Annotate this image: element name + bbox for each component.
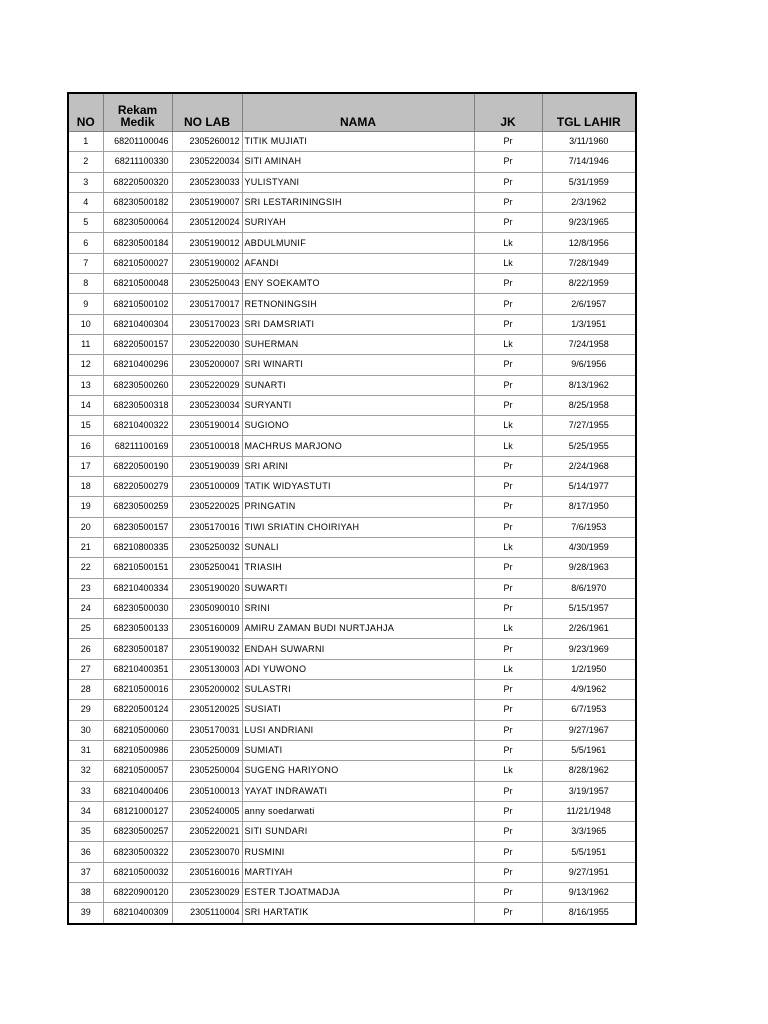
cell-rekam-medik: 68230500260 <box>103 375 172 395</box>
cell-rekam-medik: 68230500030 <box>103 598 172 618</box>
cell-no: 29 <box>68 700 103 720</box>
table-row <box>68 882 636 902</box>
cell-jk: Pr <box>474 375 542 395</box>
cell-nama: SRI LESTARININGSIH <box>242 192 474 212</box>
cell-jk: Pr <box>474 680 542 700</box>
cell-rekam-medik: 68210400309 <box>103 903 172 924</box>
cell-tgl-lahir: 8/6/1970 <box>542 578 636 598</box>
cell-rekam-medik: 68210400334 <box>103 578 172 598</box>
table-row <box>68 416 636 436</box>
cell-no-lab: 2305220034 <box>172 152 242 172</box>
cell-no: 26 <box>68 639 103 659</box>
cell-no-lab: 2305130003 <box>172 659 242 679</box>
cell-nama: ENDAH SUWARNI <box>242 639 474 659</box>
cell-rekam-medik: 68220500320 <box>103 172 172 192</box>
table-row <box>68 903 636 924</box>
cell-tgl-lahir: 5/5/1961 <box>542 740 636 760</box>
table-row <box>68 761 636 781</box>
cell-tgl-lahir: 11/21/1948 <box>542 801 636 821</box>
cell-tgl-lahir: 7/27/1955 <box>542 416 636 436</box>
cell-no-lab: 2305200007 <box>172 355 242 375</box>
cell-tgl-lahir: 7/24/1958 <box>542 334 636 354</box>
cell-tgl-lahir: 9/28/1963 <box>542 558 636 578</box>
cell-no-lab: 2305190012 <box>172 233 242 253</box>
cell-tgl-lahir: 9/27/1951 <box>542 862 636 882</box>
cell-no: 24 <box>68 598 103 618</box>
cell-rekam-medik: 68230500187 <box>103 639 172 659</box>
cell-nama: SULASTRI <box>242 680 474 700</box>
cell-nama: SRINI <box>242 598 474 618</box>
cell-tgl-lahir: 5/31/1959 <box>542 172 636 192</box>
cell-nama: YAYAT INDRAWATI <box>242 781 474 801</box>
cell-jk: Pr <box>474 274 542 294</box>
cell-tgl-lahir: 1/2/1950 <box>542 659 636 679</box>
cell-nama: LUSI ANDRIANI <box>242 720 474 740</box>
cell-jk: Lk <box>474 233 542 253</box>
header-tgl-lahir: TGL LAHIR <box>542 93 636 132</box>
cell-no-lab: 2305170023 <box>172 314 242 334</box>
table-row <box>68 497 636 517</box>
cell-rekam-medik: 68220500157 <box>103 334 172 354</box>
cell-rekam-medik: 68210500102 <box>103 294 172 314</box>
table-row <box>68 274 636 294</box>
cell-tgl-lahir: 4/30/1959 <box>542 537 636 557</box>
cell-tgl-lahir: 1/3/1951 <box>542 314 636 334</box>
cell-no-lab: 2305100013 <box>172 781 242 801</box>
cell-jk: Pr <box>474 192 542 212</box>
cell-nama: SURYANTI <box>242 395 474 415</box>
cell-no-lab: 2305230029 <box>172 882 242 902</box>
cell-no: 6 <box>68 233 103 253</box>
cell-no: 20 <box>68 517 103 537</box>
table-row <box>68 517 636 537</box>
cell-jk: Pr <box>474 903 542 924</box>
cell-nama: SUWARTI <box>242 578 474 598</box>
cell-tgl-lahir: 9/13/1962 <box>542 882 636 902</box>
table-row <box>68 639 636 659</box>
header-rekam-medik-label: Rekam Medik <box>117 103 158 129</box>
cell-tgl-lahir: 2/3/1962 <box>542 192 636 212</box>
cell-no: 23 <box>68 578 103 598</box>
table-row <box>68 842 636 862</box>
cell-rekam-medik: 68220500124 <box>103 700 172 720</box>
cell-jk: Pr <box>474 781 542 801</box>
table-row <box>68 537 636 557</box>
cell-tgl-lahir: 5/25/1955 <box>542 436 636 456</box>
cell-jk: Lk <box>474 659 542 679</box>
cell-nama: TIWI SRIATIN CHOIRIYAH <box>242 517 474 537</box>
cell-jk: Lk <box>474 761 542 781</box>
table-row <box>68 233 636 253</box>
cell-rekam-medik: 68210400406 <box>103 781 172 801</box>
cell-no-lab: 2305230034 <box>172 395 242 415</box>
table-row <box>68 294 636 314</box>
patient-table <box>67 92 637 925</box>
cell-rekam-medik: 68211100330 <box>103 152 172 172</box>
cell-no: 35 <box>68 822 103 842</box>
table-row <box>68 395 636 415</box>
cell-no: 10 <box>68 314 103 334</box>
cell-no-lab: 2305250041 <box>172 558 242 578</box>
cell-nama: SRI ARINI <box>242 456 474 476</box>
table-row <box>68 558 636 578</box>
cell-rekam-medik: 68220500190 <box>103 456 172 476</box>
cell-jk: Pr <box>474 517 542 537</box>
cell-tgl-lahir: 6/7/1953 <box>542 700 636 720</box>
cell-tgl-lahir: 8/25/1958 <box>542 395 636 415</box>
cell-nama: SRI WINARTI <box>242 355 474 375</box>
cell-jk: Lk <box>474 619 542 639</box>
cell-tgl-lahir: 3/3/1965 <box>542 822 636 842</box>
cell-jk: Lk <box>474 334 542 354</box>
cell-jk: Pr <box>474 822 542 842</box>
table-row <box>68 801 636 821</box>
cell-no-lab: 2305250009 <box>172 740 242 760</box>
cell-jk: Pr <box>474 497 542 517</box>
cell-no: 30 <box>68 720 103 740</box>
cell-jk: Pr <box>474 598 542 618</box>
table-row <box>68 700 636 720</box>
cell-rekam-medik: 68210800335 <box>103 537 172 557</box>
cell-no: 16 <box>68 436 103 456</box>
cell-nama: SRI DAMSRIATI <box>242 314 474 334</box>
cell-jk: Pr <box>474 314 542 334</box>
cell-rekam-medik: 68220500279 <box>103 477 172 497</box>
cell-nama: SITI SUNDARI <box>242 822 474 842</box>
cell-no: 39 <box>68 903 103 924</box>
cell-nama: SUNALI <box>242 537 474 557</box>
cell-jk: Pr <box>474 294 542 314</box>
cell-rekam-medik: 68211100169 <box>103 436 172 456</box>
cell-no-lab: 2305120025 <box>172 700 242 720</box>
cell-no-lab: 2305170017 <box>172 294 242 314</box>
cell-nama: ESTER TJOATMADJA <box>242 882 474 902</box>
cell-tgl-lahir: 8/17/1950 <box>542 497 636 517</box>
patient-table-sheet <box>67 92 635 925</box>
cell-tgl-lahir: 9/6/1956 <box>542 355 636 375</box>
cell-tgl-lahir: 7/28/1949 <box>542 253 636 273</box>
cell-no: 3 <box>68 172 103 192</box>
cell-nama: ENY SOEKAMTO <box>242 274 474 294</box>
table-row <box>68 152 636 172</box>
cell-no-lab: 2305160016 <box>172 862 242 882</box>
cell-rekam-medik: 68210400351 <box>103 659 172 679</box>
cell-tgl-lahir: 9/23/1965 <box>542 213 636 233</box>
cell-tgl-lahir: 7/14/1946 <box>542 152 636 172</box>
cell-rekam-medik: 68210500057 <box>103 761 172 781</box>
cell-no-lab: 2305190007 <box>172 192 242 212</box>
cell-no: 28 <box>68 680 103 700</box>
cell-no: 31 <box>68 740 103 760</box>
cell-no: 21 <box>68 537 103 557</box>
cell-jk: Pr <box>474 578 542 598</box>
cell-rekam-medik: 68210500060 <box>103 720 172 740</box>
cell-nama: SURIYAH <box>242 213 474 233</box>
cell-jk: Lk <box>474 253 542 273</box>
cell-no-lab: 2305220029 <box>172 375 242 395</box>
table-row <box>68 598 636 618</box>
cell-no: 11 <box>68 334 103 354</box>
table-row <box>68 659 636 679</box>
cell-no: 34 <box>68 801 103 821</box>
cell-tgl-lahir: 4/9/1962 <box>542 680 636 700</box>
table-row <box>68 436 636 456</box>
cell-nama: TATIK WIDYASTUTI <box>242 477 474 497</box>
cell-no-lab: 2305220025 <box>172 497 242 517</box>
cell-jk: Pr <box>474 395 542 415</box>
table-row <box>68 578 636 598</box>
cell-no-lab: 2305250004 <box>172 761 242 781</box>
cell-nama: RETNONINGSIH <box>242 294 474 314</box>
cell-rekam-medik: 68210500027 <box>103 253 172 273</box>
cell-no: 12 <box>68 355 103 375</box>
cell-no: 25 <box>68 619 103 639</box>
cell-rekam-medik: 68230500322 <box>103 842 172 862</box>
header-jk: JK <box>474 93 542 132</box>
cell-jk: Pr <box>474 172 542 192</box>
cell-nama: TRIASIH <box>242 558 474 578</box>
cell-no-lab: 2305190014 <box>172 416 242 436</box>
cell-no: 27 <box>68 659 103 679</box>
cell-nama: SUNARTI <box>242 375 474 395</box>
table-header-row <box>68 93 636 132</box>
cell-rekam-medik: 68230500133 <box>103 619 172 639</box>
cell-no: 15 <box>68 416 103 436</box>
cell-nama: SRI HARTATIK <box>242 903 474 924</box>
cell-no: 4 <box>68 192 103 212</box>
table-row <box>68 213 636 233</box>
cell-nama: SUMIATI <box>242 740 474 760</box>
cell-jk: Pr <box>474 801 542 821</box>
cell-nama: ADI YUWONO <box>242 659 474 679</box>
cell-rekam-medik: 68220900120 <box>103 882 172 902</box>
cell-jk: Pr <box>474 558 542 578</box>
cell-tgl-lahir: 2/24/1968 <box>542 456 636 476</box>
cell-tgl-lahir: 9/23/1969 <box>542 639 636 659</box>
table-row <box>68 334 636 354</box>
table-row <box>68 680 636 700</box>
table-row <box>68 822 636 842</box>
table-row <box>68 355 636 375</box>
table-row <box>68 192 636 212</box>
table-row <box>68 720 636 740</box>
cell-jk: Pr <box>474 740 542 760</box>
cell-no: 8 <box>68 274 103 294</box>
cell-no-lab: 2305110004 <box>172 903 242 924</box>
cell-no-lab: 2305190032 <box>172 639 242 659</box>
header-no-lab: NO LAB <box>172 93 242 132</box>
table-row <box>68 862 636 882</box>
cell-no-lab: 2305170016 <box>172 517 242 537</box>
cell-nama: SUSIATI <box>242 700 474 720</box>
cell-jk: Pr <box>474 842 542 862</box>
cell-rekam-medik: 68230500184 <box>103 233 172 253</box>
cell-rekam-medik: 68201100046 <box>103 132 172 152</box>
cell-nama: SUHERMAN <box>242 334 474 354</box>
cell-jk: Pr <box>474 152 542 172</box>
cell-rekam-medik: 68210500986 <box>103 740 172 760</box>
header-rekam-medik <box>103 93 172 132</box>
cell-no-lab: 2305190002 <box>172 253 242 273</box>
cell-jk: Pr <box>474 456 542 476</box>
cell-nama: AFANDI <box>242 253 474 273</box>
cell-jk: Pr <box>474 639 542 659</box>
table-row <box>68 456 636 476</box>
table-row <box>68 740 636 760</box>
cell-no: 22 <box>68 558 103 578</box>
cell-no: 33 <box>68 781 103 801</box>
cell-jk: Pr <box>474 477 542 497</box>
cell-no-lab: 2305200002 <box>172 680 242 700</box>
cell-no-lab: 2305090010 <box>172 598 242 618</box>
cell-rekam-medik: 68230500259 <box>103 497 172 517</box>
cell-nama: ABDULMUNIF <box>242 233 474 253</box>
cell-tgl-lahir: 8/22/1959 <box>542 274 636 294</box>
cell-nama: MARTIYAH <box>242 862 474 882</box>
cell-no-lab: 2305100018 <box>172 436 242 456</box>
cell-rekam-medik: 68230500157 <box>103 517 172 537</box>
cell-no: 2 <box>68 152 103 172</box>
cell-rekam-medik: 68210500151 <box>103 558 172 578</box>
cell-nama: AMIRU ZAMAN BUDI NURTJAHJA <box>242 619 474 639</box>
cell-nama: SUGIONO <box>242 416 474 436</box>
cell-tgl-lahir: 2/6/1957 <box>542 294 636 314</box>
header-nama: NAMA <box>242 93 474 132</box>
cell-nama: PRINGATIN <box>242 497 474 517</box>
cell-rekam-medik: 68230500257 <box>103 822 172 842</box>
cell-no-lab: 2305240005 <box>172 801 242 821</box>
cell-no-lab: 2305170031 <box>172 720 242 740</box>
cell-rekam-medik: 68210500032 <box>103 862 172 882</box>
cell-no-lab: 2305120024 <box>172 213 242 233</box>
cell-tgl-lahir: 3/11/1960 <box>542 132 636 152</box>
cell-no: 13 <box>68 375 103 395</box>
cell-jk: Pr <box>474 882 542 902</box>
cell-no-lab: 2305190039 <box>172 456 242 476</box>
table-row <box>68 619 636 639</box>
cell-nama: RUSMINI <box>242 842 474 862</box>
cell-nama: TITIK MUJIATI <box>242 132 474 152</box>
cell-rekam-medik: 68230500182 <box>103 192 172 212</box>
cell-no: 36 <box>68 842 103 862</box>
cell-nama: SITI AMINAH <box>242 152 474 172</box>
cell-no: 7 <box>68 253 103 273</box>
cell-jk: Lk <box>474 537 542 557</box>
cell-tgl-lahir: 3/19/1957 <box>542 781 636 801</box>
cell-no: 38 <box>68 882 103 902</box>
cell-jk: Pr <box>474 720 542 740</box>
cell-no-lab: 2305250043 <box>172 274 242 294</box>
cell-no-lab: 2305100009 <box>172 477 242 497</box>
cell-tgl-lahir: 8/28/1962 <box>542 761 636 781</box>
table-row <box>68 477 636 497</box>
cell-jk: Pr <box>474 213 542 233</box>
cell-no: 9 <box>68 294 103 314</box>
cell-tgl-lahir: 5/5/1951 <box>542 842 636 862</box>
cell-no-lab: 2305220030 <box>172 334 242 354</box>
table-body <box>68 132 636 924</box>
cell-jk: Pr <box>474 700 542 720</box>
cell-jk: Lk <box>474 416 542 436</box>
cell-no: 19 <box>68 497 103 517</box>
cell-nama: SUGENG HARIYONO <box>242 761 474 781</box>
cell-tgl-lahir: 5/14/1977 <box>542 477 636 497</box>
cell-jk: Lk <box>474 436 542 456</box>
cell-no: 5 <box>68 213 103 233</box>
cell-tgl-lahir: 12/8/1956 <box>542 233 636 253</box>
cell-nama: anny soedarwati <box>242 801 474 821</box>
cell-rekam-medik: 68230500318 <box>103 395 172 415</box>
cell-no: 1 <box>68 132 103 152</box>
cell-jk: Pr <box>474 862 542 882</box>
cell-no: 14 <box>68 395 103 415</box>
header-no: NO <box>68 93 103 132</box>
cell-no-lab: 2305230033 <box>172 172 242 192</box>
table-row <box>68 253 636 273</box>
cell-rekam-medik: 68210500048 <box>103 274 172 294</box>
table-row <box>68 314 636 334</box>
cell-tgl-lahir: 7/6/1953 <box>542 517 636 537</box>
cell-no: 17 <box>68 456 103 476</box>
cell-rekam-medik: 68210500016 <box>103 680 172 700</box>
cell-rekam-medik: 68230500064 <box>103 213 172 233</box>
cell-no: 32 <box>68 761 103 781</box>
cell-no-lab: 2305260012 <box>172 132 242 152</box>
cell-rekam-medik: 68210400304 <box>103 314 172 334</box>
cell-tgl-lahir: 5/15/1957 <box>542 598 636 618</box>
cell-nama: MACHRUS MARJONO <box>242 436 474 456</box>
cell-tgl-lahir: 9/27/1967 <box>542 720 636 740</box>
cell-no: 37 <box>68 862 103 882</box>
cell-rekam-medik: 68210400296 <box>103 355 172 375</box>
cell-no: 18 <box>68 477 103 497</box>
cell-rekam-medik: 68121000127 <box>103 801 172 821</box>
table-row <box>68 375 636 395</box>
cell-jk: Pr <box>474 355 542 375</box>
cell-no-lab: 2305160009 <box>172 619 242 639</box>
cell-no-lab: 2305190020 <box>172 578 242 598</box>
cell-tgl-lahir: 2/26/1961 <box>542 619 636 639</box>
cell-tgl-lahir: 8/13/1962 <box>542 375 636 395</box>
table-row <box>68 132 636 152</box>
cell-jk: Pr <box>474 132 542 152</box>
cell-rekam-medik: 68210400322 <box>103 416 172 436</box>
cell-no-lab: 2305230070 <box>172 842 242 862</box>
cell-no-lab: 2305220021 <box>172 822 242 842</box>
cell-nama: YULISTYANI <box>242 172 474 192</box>
table-row <box>68 781 636 801</box>
cell-no-lab: 2305250032 <box>172 537 242 557</box>
cell-tgl-lahir: 8/16/1955 <box>542 903 636 924</box>
table-row <box>68 172 636 192</box>
